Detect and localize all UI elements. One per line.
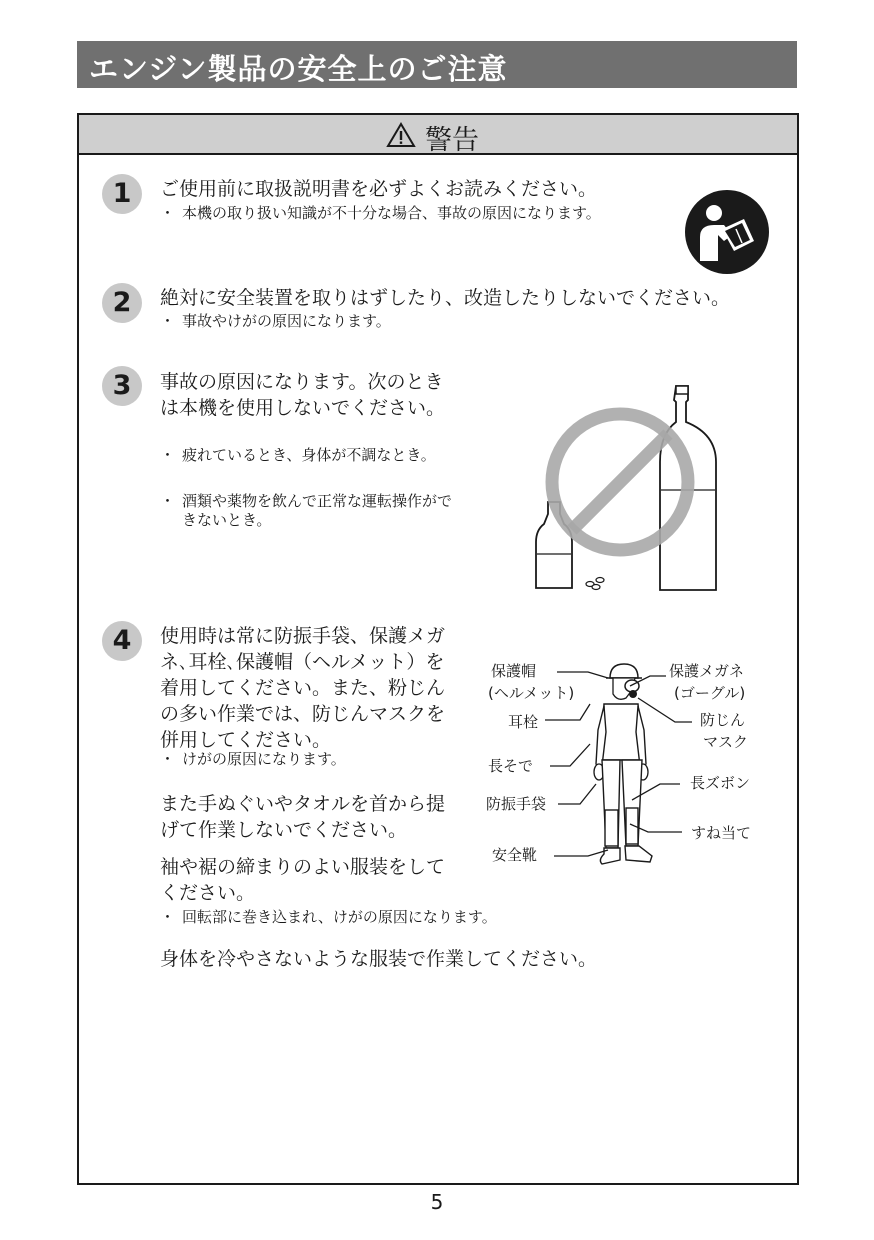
item-2-heading: 絶対に安全装置を取りはずしたり、改造したりしないでください。 bbox=[160, 287, 731, 309]
item-3-heading: 事故の原因になります。次のときは本機を使用しないでください。 bbox=[160, 371, 446, 419]
page-title: エンジン製品の安全上のご注意 bbox=[89, 52, 508, 86]
label-sleeves: 長そで bbox=[488, 757, 534, 775]
page-title-bar bbox=[77, 41, 797, 88]
label-helmet-sub: (ヘルメット) bbox=[488, 684, 575, 702]
label-mask-sub: マスク bbox=[703, 733, 749, 751]
item-1-heading: ご使用前に取扱説明書を必ずよくお読みください。 bbox=[160, 178, 598, 200]
item-4-clothing-note: 袖や裾の締まりのよい服装をしてください。 bbox=[160, 856, 446, 904]
item-4-clothing-bullet: ・ 回転部に巻き込まれ、けがの原因になります。 bbox=[160, 908, 702, 927]
item-number-3: 3 bbox=[102, 366, 142, 406]
item-4-bullet: ・ けがの原因になります。 bbox=[160, 750, 452, 769]
item-2-bullet: ・ 事故やけがの原因になります。 bbox=[160, 312, 682, 331]
item-number-4: 4 bbox=[102, 621, 142, 661]
label-goggles: 保護メガネ bbox=[669, 662, 745, 680]
warning-label: 警告 bbox=[425, 125, 479, 156]
label-mask: 防じん bbox=[700, 711, 746, 729]
label-shin-guard: すね当て bbox=[691, 824, 752, 842]
item-4-towel-note: また手ぬぐいやタオルを首から提げて作業しないでください。 bbox=[160, 793, 446, 841]
item-number-1: 1 bbox=[102, 174, 142, 214]
page-number: 5 bbox=[430, 1190, 444, 1214]
item-3-bullet-1: ・ 疲れているとき、身体が不調なとき。 bbox=[160, 446, 452, 465]
warning-triangle-icon bbox=[386, 122, 416, 148]
item-4-heading: 使用時は常に防振手袋、保護メガネ､耳栓､保護帽（ヘルメット）を着用してください。また、粉じんの多い作業では、防じんマスクを併用してください。 bbox=[160, 625, 446, 751]
label-gloves: 防振手袋 bbox=[486, 795, 547, 813]
item-4-warm-clothing-note: 身体を冷やさないような服装で作業してください。 bbox=[160, 948, 598, 970]
read-manual-icon bbox=[684, 189, 770, 275]
item-number-2: 2 bbox=[102, 283, 142, 323]
warning-header bbox=[79, 115, 797, 155]
label-boots: 安全靴 bbox=[492, 846, 538, 864]
item-1-bullet: ・ 本機の取り扱い知識が不十分な場合、事故の原因になります。 bbox=[160, 204, 682, 223]
label-trousers: 長ズボン bbox=[690, 774, 751, 792]
no-alcohol-drugs-illustration bbox=[530, 382, 730, 597]
label-helmet: 保護帽 bbox=[491, 662, 537, 680]
item-3-bullet-2: ・ 酒類や薬物を飲んで正常な運転操作ができないとき。 bbox=[160, 492, 452, 530]
label-goggles-sub: (ゴーグル) bbox=[674, 684, 746, 702]
label-earplug: 耳栓 bbox=[508, 713, 539, 731]
